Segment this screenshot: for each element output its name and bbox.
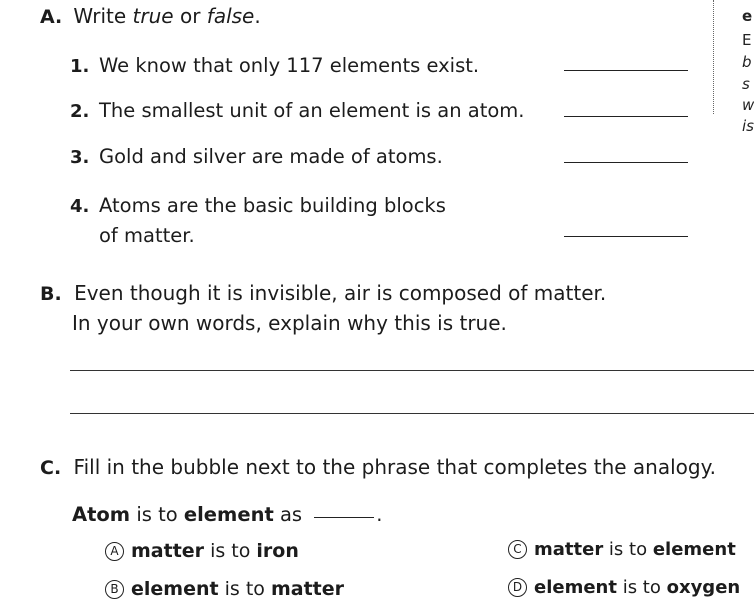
sidebar-line: b: [742, 53, 752, 71]
analogy-blank: [314, 517, 374, 518]
answer-bubble-a[interactable]: A: [105, 542, 124, 561]
question-2: [70, 99, 525, 122]
question-number: 3.: [70, 147, 90, 168]
option-d[interactable]: D element is to oxygen: [508, 577, 740, 598]
section-b-letter: B.: [40, 283, 62, 305]
answer-blank-4[interactable]: [564, 236, 688, 237]
sidebar-divider: [713, 0, 714, 114]
answer-bubble-b[interactable]: B: [105, 580, 124, 599]
section-a-letter: A.: [40, 6, 63, 28]
sidebar-line: E: [742, 31, 752, 49]
question-text: We know that only 117 elements exist.: [99, 54, 480, 77]
answer-blank-3[interactable]: [564, 162, 688, 163]
section-b-line-2: In your own words, explain why this is true.: [72, 311, 507, 335]
writing-line-2[interactable]: [70, 413, 754, 414]
section-a-heading: [40, 4, 261, 28]
section-c-instruction: Fill in the bubble next to the phrase that completes the analogy.: [73, 455, 716, 479]
question-number: 2.: [70, 101, 90, 122]
answer-bubble-c[interactable]: C: [508, 540, 527, 559]
question-number: 4.: [70, 196, 90, 217]
answer-blank-1[interactable]: [564, 70, 688, 71]
question-text: Gold and silver are made of atoms.: [99, 145, 443, 168]
sidebar-line: w: [742, 96, 754, 114]
question-number: 1.: [70, 56, 90, 77]
question-text-line-2: of matter.: [99, 224, 195, 247]
section-c-letter: C.: [40, 457, 62, 479]
section-b-line-1: Even though it is invisible, air is composed of matter.: [74, 281, 607, 305]
analogy-prompt: Atom is to element as .: [72, 503, 383, 526]
question-1: [70, 54, 479, 77]
option-b[interactable]: B element is to matter: [105, 578, 344, 600]
section-b-question: [40, 279, 606, 338]
sidebar-heading: e: [742, 7, 753, 25]
question-text-line-1: Atoms are the basic building blocks: [99, 194, 446, 217]
section-a-instruction: Write true or false.: [73, 4, 261, 28]
answer-bubble-d[interactable]: D: [508, 578, 527, 597]
question-3: [70, 145, 443, 168]
section-c-heading: [40, 455, 716, 479]
answer-blank-2[interactable]: [564, 116, 688, 117]
writing-line-1[interactable]: [70, 370, 754, 371]
option-a[interactable]: A matter is to iron: [105, 540, 299, 562]
sidebar-line: s: [742, 75, 750, 93]
option-c[interactable]: C matter is to element: [508, 539, 736, 560]
question-4: [70, 191, 446, 250]
question-text: The smallest unit of an element is an atom.: [99, 99, 525, 122]
sidebar-line: is: [742, 117, 754, 135]
